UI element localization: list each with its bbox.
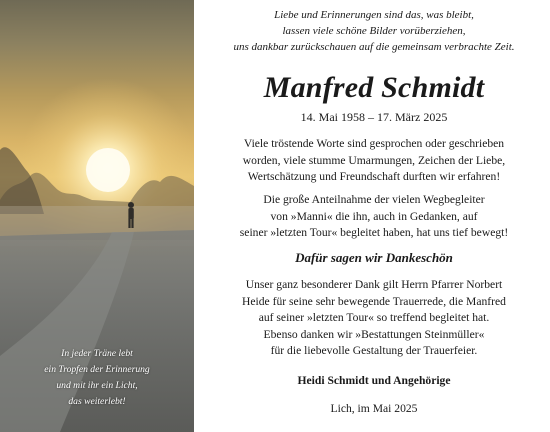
intro-line: Liebe und Erinnerungen sind das, was bleibt, xyxy=(274,9,474,21)
memorial-quote xyxy=(0,346,194,410)
intro-poem xyxy=(198,7,550,55)
sunrise-photo xyxy=(0,0,194,432)
quote-line: In jeder Träne lebt xyxy=(61,348,133,359)
intro-line: uns dankbar zurückschauen auf die gemeinsam verbrachte Zeit. xyxy=(233,41,515,53)
paragraph-line: Unser ganz besonderer Dank gilt Herrn Pfarrer Norbert xyxy=(245,278,503,291)
life-dates: 14. Mai 1958 – 17. März 2025 xyxy=(300,110,448,124)
paragraph-line: von »Manni« die ihn, auch in Gedanken, auf xyxy=(270,209,478,223)
quote-line: das weiterlebt! xyxy=(68,396,126,407)
paragraph-line: Heide für seine sehr bewegende Trauerrede, die Manfred xyxy=(242,294,506,308)
paragraph-special-thanks xyxy=(198,277,550,360)
paragraph-line: Ebenso danken wir »Bestattungen Steinmüller« xyxy=(263,327,485,341)
paragraph-line: Viele tröstende Worte sind gesprochen oder geschrieben xyxy=(243,137,505,150)
paragraph-line: für die liebevolle Gestaltung der Trauerfeier. xyxy=(270,344,478,357)
sun-disc xyxy=(86,148,130,192)
thanks-heading: Dafür sagen wir Dankeschön xyxy=(295,250,453,265)
paragraph-line: auf seiner »letzten Tour« so treffend begleitet hat. xyxy=(258,311,490,324)
quote-line: ein Tropfen der Erinnerung xyxy=(44,364,150,375)
signature: Heidi Schmidt und Angehörige xyxy=(297,374,451,387)
paragraph-companions xyxy=(198,192,550,242)
paragraph-line: Wertschätzung und Freundschaft durften wir erfahren! xyxy=(247,170,501,183)
paragraph-line: worden, viele stumme Umarmungen, Zeichen der Liebe, xyxy=(242,153,506,167)
deceased-name: Manfred Schmidt xyxy=(263,71,485,104)
place-date: Lich, im Mai 2025 xyxy=(330,402,418,415)
quote-line: und mit ihr ein Licht, xyxy=(56,380,138,391)
intro-line: lassen viele schöne Bilder vorüberziehen, xyxy=(282,25,466,37)
paragraph-line: seiner »letzten Tour« begleitet haben, hat uns tief bewegt! xyxy=(239,226,509,239)
paragraph-line: Die große Anteilnahme der vielen Wegbegleiter xyxy=(263,193,485,206)
paragraph-condolences xyxy=(198,136,550,186)
